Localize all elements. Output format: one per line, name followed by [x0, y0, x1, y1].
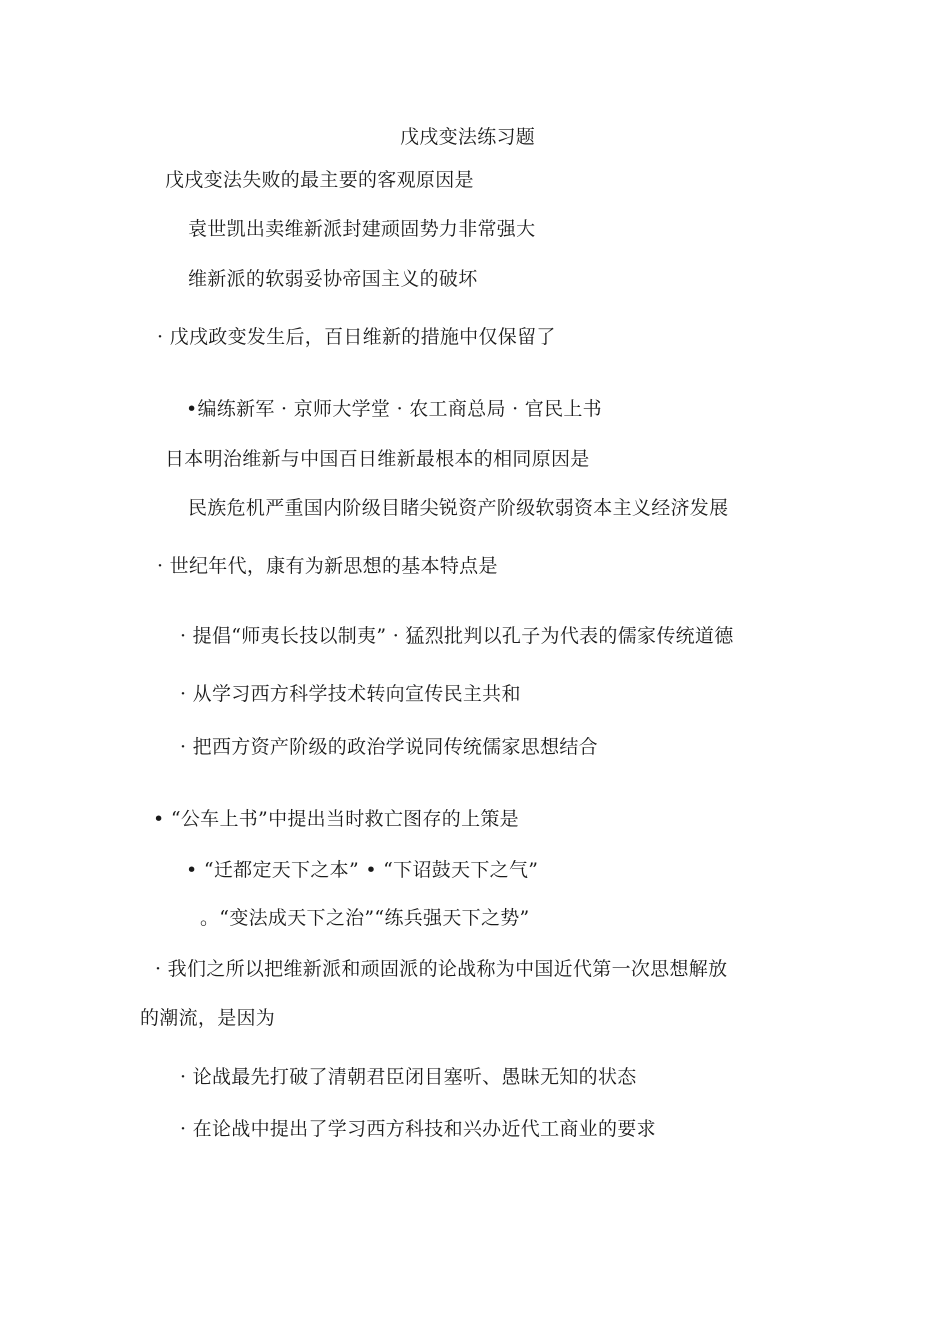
question-6-options-b: · 在论战中提出了学习西方科技和兴办近代工商业的要求: [180, 1118, 656, 1140]
question-4-options-b: · 从学习西方科学技术转向宣传民主共和: [180, 683, 521, 705]
question-4-options-c: · 把西方资产阶级的政治学说同传统儒家思想结合: [180, 736, 598, 758]
question-3-options: 民族危机严重国内阶级目睹尖锐资产阶级软弱资本主义经济发展: [188, 497, 729, 519]
question-5-options-a: • “迁都定天下之本” • “下诏鼓天下之气”: [186, 859, 539, 881]
question-5: • “公车上书”中提出当时救亡图存的上策是: [153, 808, 519, 830]
question-1-options-a: 袁世凯出卖维新派封建顽固势力非常强大: [188, 218, 536, 240]
page-title: 戊戌变法练习题: [400, 126, 536, 148]
question-2: · 戊戌政变发生后，百日维新的措施中仅保留了: [157, 326, 556, 348]
question-2-options: •编练新军 · 京师大学堂 · 农工商总局 · 官民上书: [186, 398, 602, 420]
question-6-options-a: · 论战最先打破了清朝君臣闭目塞听、愚昧无知的状态: [180, 1066, 637, 1088]
question-1-options-b: 维新派的软弱妥协帝国主义的破坏: [188, 268, 478, 290]
question-4: · 世纪年代，康有为新思想的基本特点是: [157, 555, 498, 577]
question-6: · 我们之所以把维新派和顽固派的论战称为中国近代第一次思想解放: [155, 958, 728, 980]
question-6-continued: 的潮流，是因为: [140, 1007, 276, 1029]
question-5-options-b: 。“变法成天下之治”“练兵强天下之势”: [200, 907, 530, 929]
question-3: 日本明治维新与中国百日维新最根本的相同原因是: [165, 448, 590, 470]
question-1: 戊戌变法失败的最主要的客观原因是: [165, 169, 474, 191]
question-4-options-a: · 提倡“师夷长技以制夷” · 猛烈批判以孔子为代表的儒家传统道德: [180, 625, 734, 647]
